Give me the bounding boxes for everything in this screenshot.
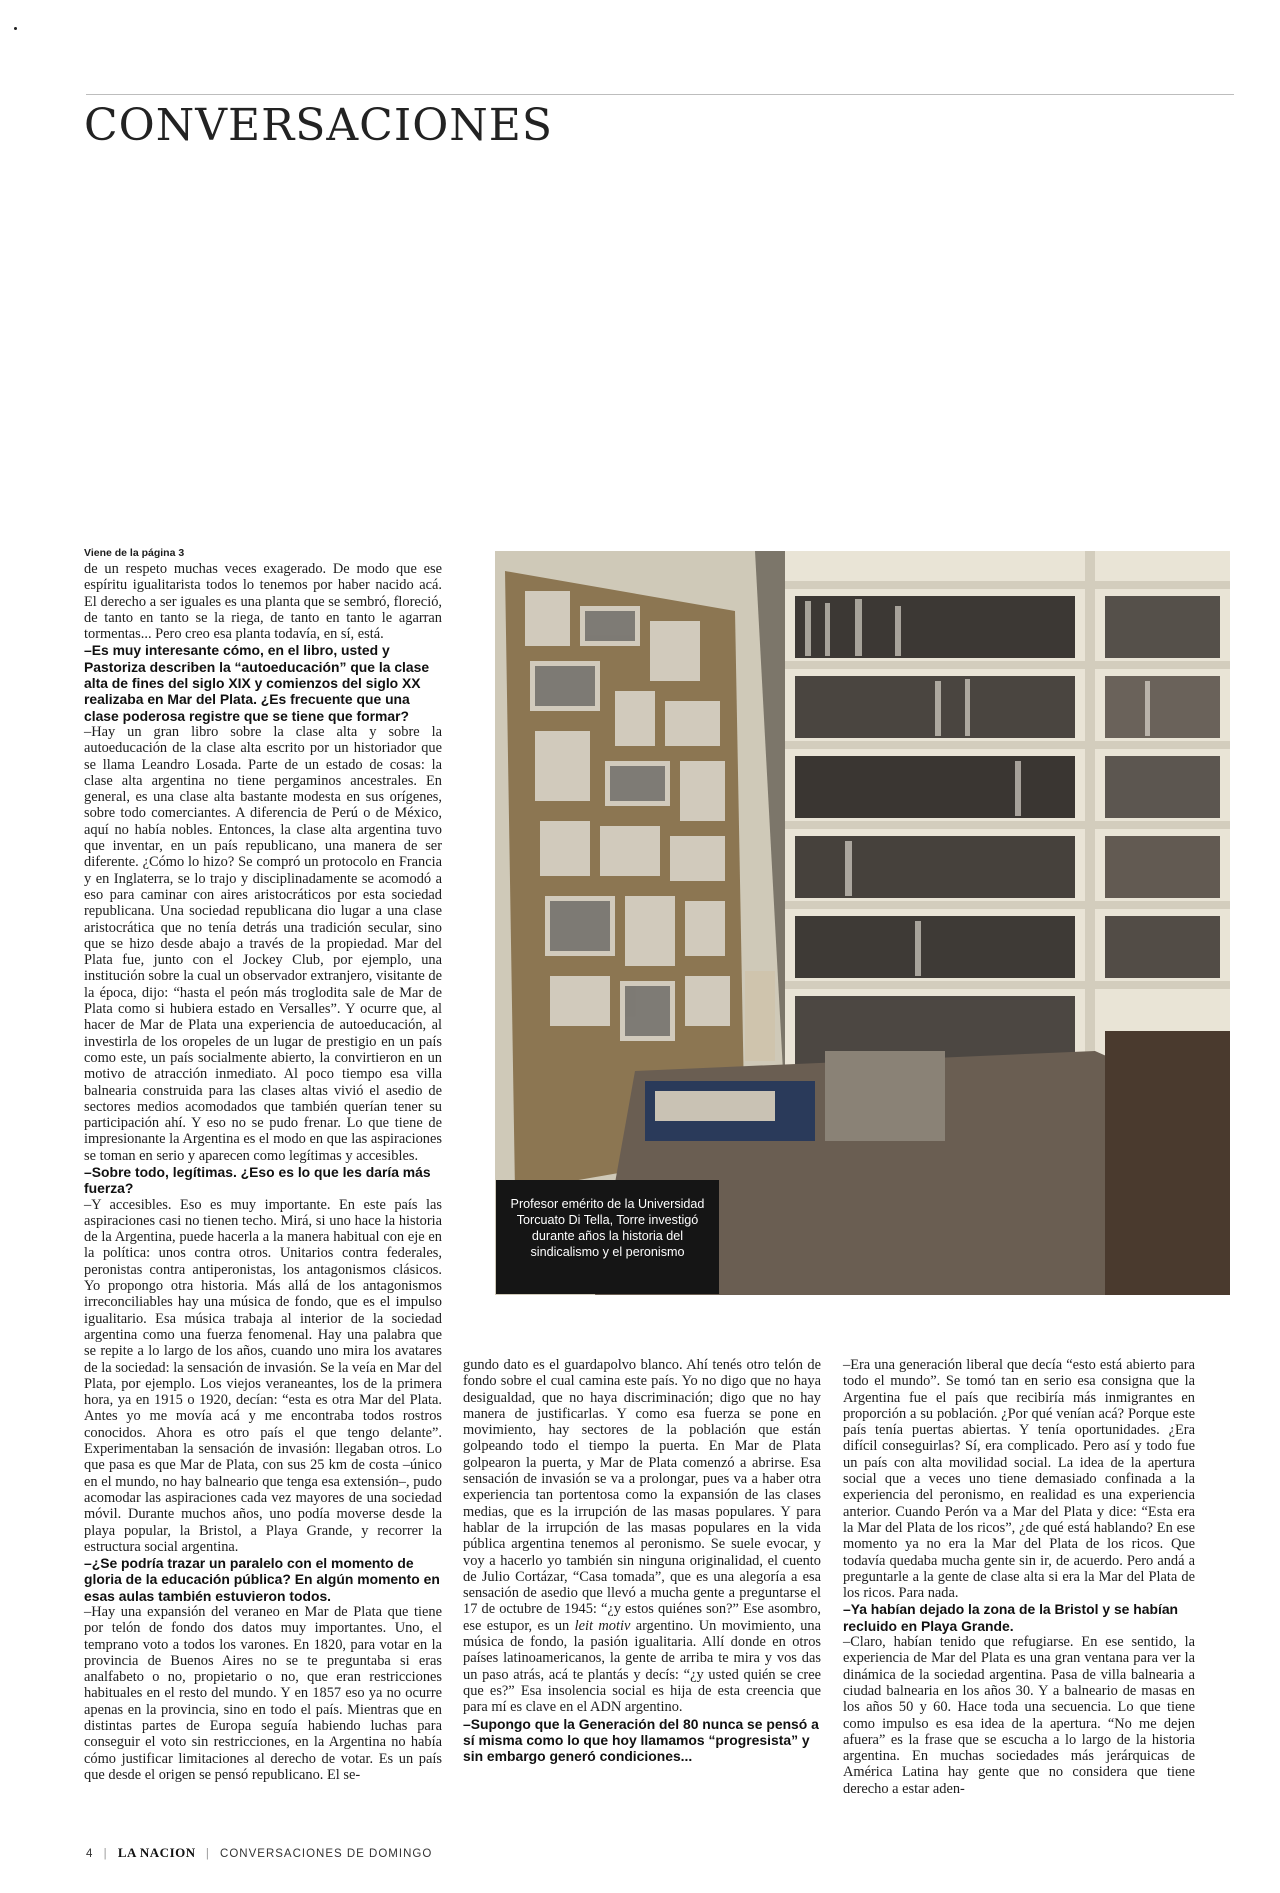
paragraph-text: gundo dato es el guardapolvo blanco. Ahí tenés otro telón de fondo sobre el cual camina este país. Yo no digo que no haya desigualdad, que no haya discriminación; digo que no hay manera de justificarlas. Y como esa fuerza se pone en movimiento, hay sectores de la población que están golpeando todo el tiempo la puerta. En Mar de Plata golpearon la puerta, y Mar de Plata comenzó a abrirse. Esa sensación de invasión se va a prolongar, pues va a haber otra experiencia tan portentosa como la expansión de las clases medias, que es la irrupción de las masas populares. Y para hablar de la irrupción de las masas populares en la vida pública argentina tenemos al peronismo. Se suele evocar, y voy a hacerlo yo también sin ninguna originalidad, el cuento de Julio Cortázar, “Casa tomada”, que es una alegoría a esa sensación de asedio que llevó a mucha gente a preguntarse el 17 de octubre de 1945: “¿y estos quiénes son?” Ese asombro, ese estupor, es un <box>463 1357 821 1634</box>
margin-dot <box>14 27 17 30</box>
question: –Es muy interesante cómo, en el libro, usted y Pastoriza describen la “autoeducación” que la clase alta de fines del siglo XIX y comienzos del siglo XX realizaba en Mar del Plata. ¿Es frecuente que una clase poderosa registre que se tiene que formar? <box>84 642 430 724</box>
paragraph-text: argentino. Un movimiento, una música de fondo, la pasión igualitaria. Allí donde en otros países latinoamericanos, la gente de arriba te mira y vos das un paso atrás, acá te plantás y decís: “¿y usted quién se cree que es?” Esa insolencia social es hija de esta creencia que para mí es clave en el ADN argentino. <box>463 1617 822 1716</box>
question: –Ya habían dejado la zona de la Bristol y se habían recluido en Playa Grande. <box>843 1601 1179 1634</box>
question: –Sobre todo, legítimas. ¿Eso es lo que les daría más fuerza? <box>84 1163 431 1197</box>
paragraph: de un respeto muchas veces exagerado. De modo que ese espíritu igualitarista todos lo tenemos por haber nacido acá. El derecho a ser iguales es una planta que se sembró, floreció, de tanto en tanto se la riega, de tanto en tanto le agarran tormentas... Pero creo esa planta todavía, en sí, está. <box>84 561 442 643</box>
paragraph: –Y accesibles. Eso es muy importante. En este país las aspiraciones casi no tienen techo. Mirá, si uno hace la historia de la Argentina, puede hacerla a la manera habitual con eje en la política: unos contra otros. Unitarios contra federales, peronistas contra antiperonistas, los antagonismos clásicos. Yo propongo otra historia. Más allá de los antagonismos irreconciliables hay una música de fondo, que es el impulso igualitario. Esa música trabaja al interior de la sociedad argentina como una fuerza fenomenal. Hay una palabra que se repite a lo largo de los años, cuando uno mira los avatares de la sociedad: la sensación de invasión. Se la veía en Mar del Plata, por ejemplo. Los viejos veraneantes, los de la primera hora, ya en 1915 o 1920, decían: “esta es otra Mar del Plata. Antes yo me movía acá y me encontraba todos rostros conocidos. Ahora es otro país el que tengo delante”. Experimentaban la sensación de invasión: llegaban otros. Lo que pasa es que Mar de Plata, con sus 25 km de costa –único en el mundo, no hay balneario que tenga esa extensión–, pudo acomodar las aspiraciones cada vez mayores de una sociedad móvil. Durante muchos años, uno podía moverse desde la playa popular, la Bristol, a Playa Grande, y recorrer la estructura social argentina. <box>84 1196 442 1555</box>
continued-from-label: Viene de la página 3 <box>84 547 185 559</box>
italic-term: leit motiv <box>574 1617 631 1634</box>
paragraph <box>463 1357 821 1716</box>
photo-caption: Profesor emérito de la Universidad Torcuato Di Tella, Torre investigó durante años la historia del sindicalismo y el peronismo <box>496 1180 719 1294</box>
paragraph: –Hay un gran libro sobre la clase alta y sobre la autoeducación de la clase alta escrito por un historiador que se llama Leandro Losada. Parte de un estado de cosas: la clase alta argentina no tiene pergaminos ancestrales. En general, es una clase alta bastante modesta en sus orígenes, sobre todo comerciantes. A diferencia de Perú o de México, aquí no había nobles. Entonces, la clase alta argentina tuvo que inventar, en un país republicano, una manera de ser diferente. ¿Cómo lo hizo? Se compró un protocolo en Francia y en Inglaterra, se lo trajo y disciplinadamente se acomodó a eso para caminar con aires aristocráticos por esta sociedad republicana. Una sociedad republicana dio lugar a una clase aristocrática que no tenía detrás una tradición secular, sino que se hizo desde abajo a través de la propiedad. Mar del Plata fue, junto con el Jockey Club, por ejemplo, una institución sobre la cual un observador extranjero, visitante de la época, dijo: “hasta el peón más troglodita sale de Mar de Plata como si hubiera estado en Versalles”. Y ocurre que, al hacer de Mar de Plata una experiencia de autoeducación, al investirla de los oropeles de un lugar de prestigio en un país como este, un país socialmente abierto, la convirtieron en un motivo de atracción inmediato. Al poco tiempo esa villa balnearia construida para las clases altas vivió el asedio de sectores medios acomodados que también querían tener su participación ahí. Y eso no se pudo frenar. Lo que tiene de impresionante la Argentina es el modo en que las aspiraciones se toman en serio y aparecen como legítimas y accesibles. <box>84 723 442 1164</box>
footer-separator: | <box>103 1848 108 1860</box>
article-column-2 <box>463 1357 822 1765</box>
article-column-1 <box>84 547 442 1783</box>
paragraph: –Era una generación liberal que decía “esto está abierto para todo el mundo”. Se tomó tan en serio esa consigna que la Argentina fue el país que recibiría más inmigrantes en proporción a su población. ¿Por qué venían acá? Porque este país tenía puertas abiertas. Y tenía oportunidades. ¿Era difícil conseguirlas? Sí, era complicado. Pero así y todo fue un país con alta movilidad social. La idea de la apertura social que a veces uno tiene demasiado confinada a la experiencia del peronismo, en realidad es una experiencia anterior. Cuando Perón va a Mar del Plata y dice: “Esta era la Mar del Plata de los ricos”, ¿de qué está hablando? En ese momento ya no era la Mar del Plata de los ricos. Que todavía quedaba mucha gente sin ir, de acuerdo. Pero andá a preguntarle a la gente de clase alta si era la Mar del Plata de los ricos. Para nada. <box>843 1357 1195 1602</box>
question: –¿Se podría trazar un paralelo con el momento de gloria de la educación pública? En algún momento en esas aulas también estuvieron todos. <box>84 1555 440 1604</box>
paragraph: –Hay una expansión del veraneo en Mar de Plata que tiene por telón de fondo dos datos muy importantes. Uno, el temprano voto a todos los varones. En 1820, para votar en la provincia de Buenos Aires no se te preguntaba si eras analfabeto o no, propietario o no, que eran restricciones habituales en el resto del mundo. Y en 1857 eso ya no ocurre apenas en la provincia, sino en todo el país. Mientras que en distintas partes de Europa seguía habiendo luchas para conseguir el voto sin restricciones, en la Argentina no había cómo justificar limitaciones al derecho de votar. Es un país que desde el origen se pensó republicano. El se- <box>84 1604 442 1783</box>
footer-separator: | <box>205 1848 210 1860</box>
paragraph: –Claro, habían tenido que refugiarse. En ese sentido, la experiencia de Mar del Plata es una gran ventana para ver la dinámica de la sociedad argentina. Pasa de villa balnearia a ciudad balnearia en los años 30. Y a balneario de masas en los años 50 y 60. Hace toda una secuencia. Lo que tiene como impulso es esa idea de la apertura. “No me dejen afuera” es la frase que se escucha a lo largo de la historia argentina. En muchas sociedades más jerárquicas de América Latina hay gente que no considera que tiene derecho a estar aden- <box>843 1634 1195 1797</box>
top-rule <box>86 94 1234 95</box>
newspaper-logo: LA NACION <box>117 1845 196 1860</box>
page-number: 4 <box>86 1848 94 1860</box>
section-title: CONVERSACIONES <box>84 100 554 151</box>
page-footer <box>86 1845 432 1861</box>
footer-section: CONVERSACIONES DE DOMINGO <box>220 1848 433 1860</box>
question: –Supongo que la Generación del 80 nunca se pensó a sí misma como lo que hoy llamamos “progresista” y sin embargo generó condiciones... <box>463 1715 819 1765</box>
article-column-3 <box>843 1357 1195 1797</box>
